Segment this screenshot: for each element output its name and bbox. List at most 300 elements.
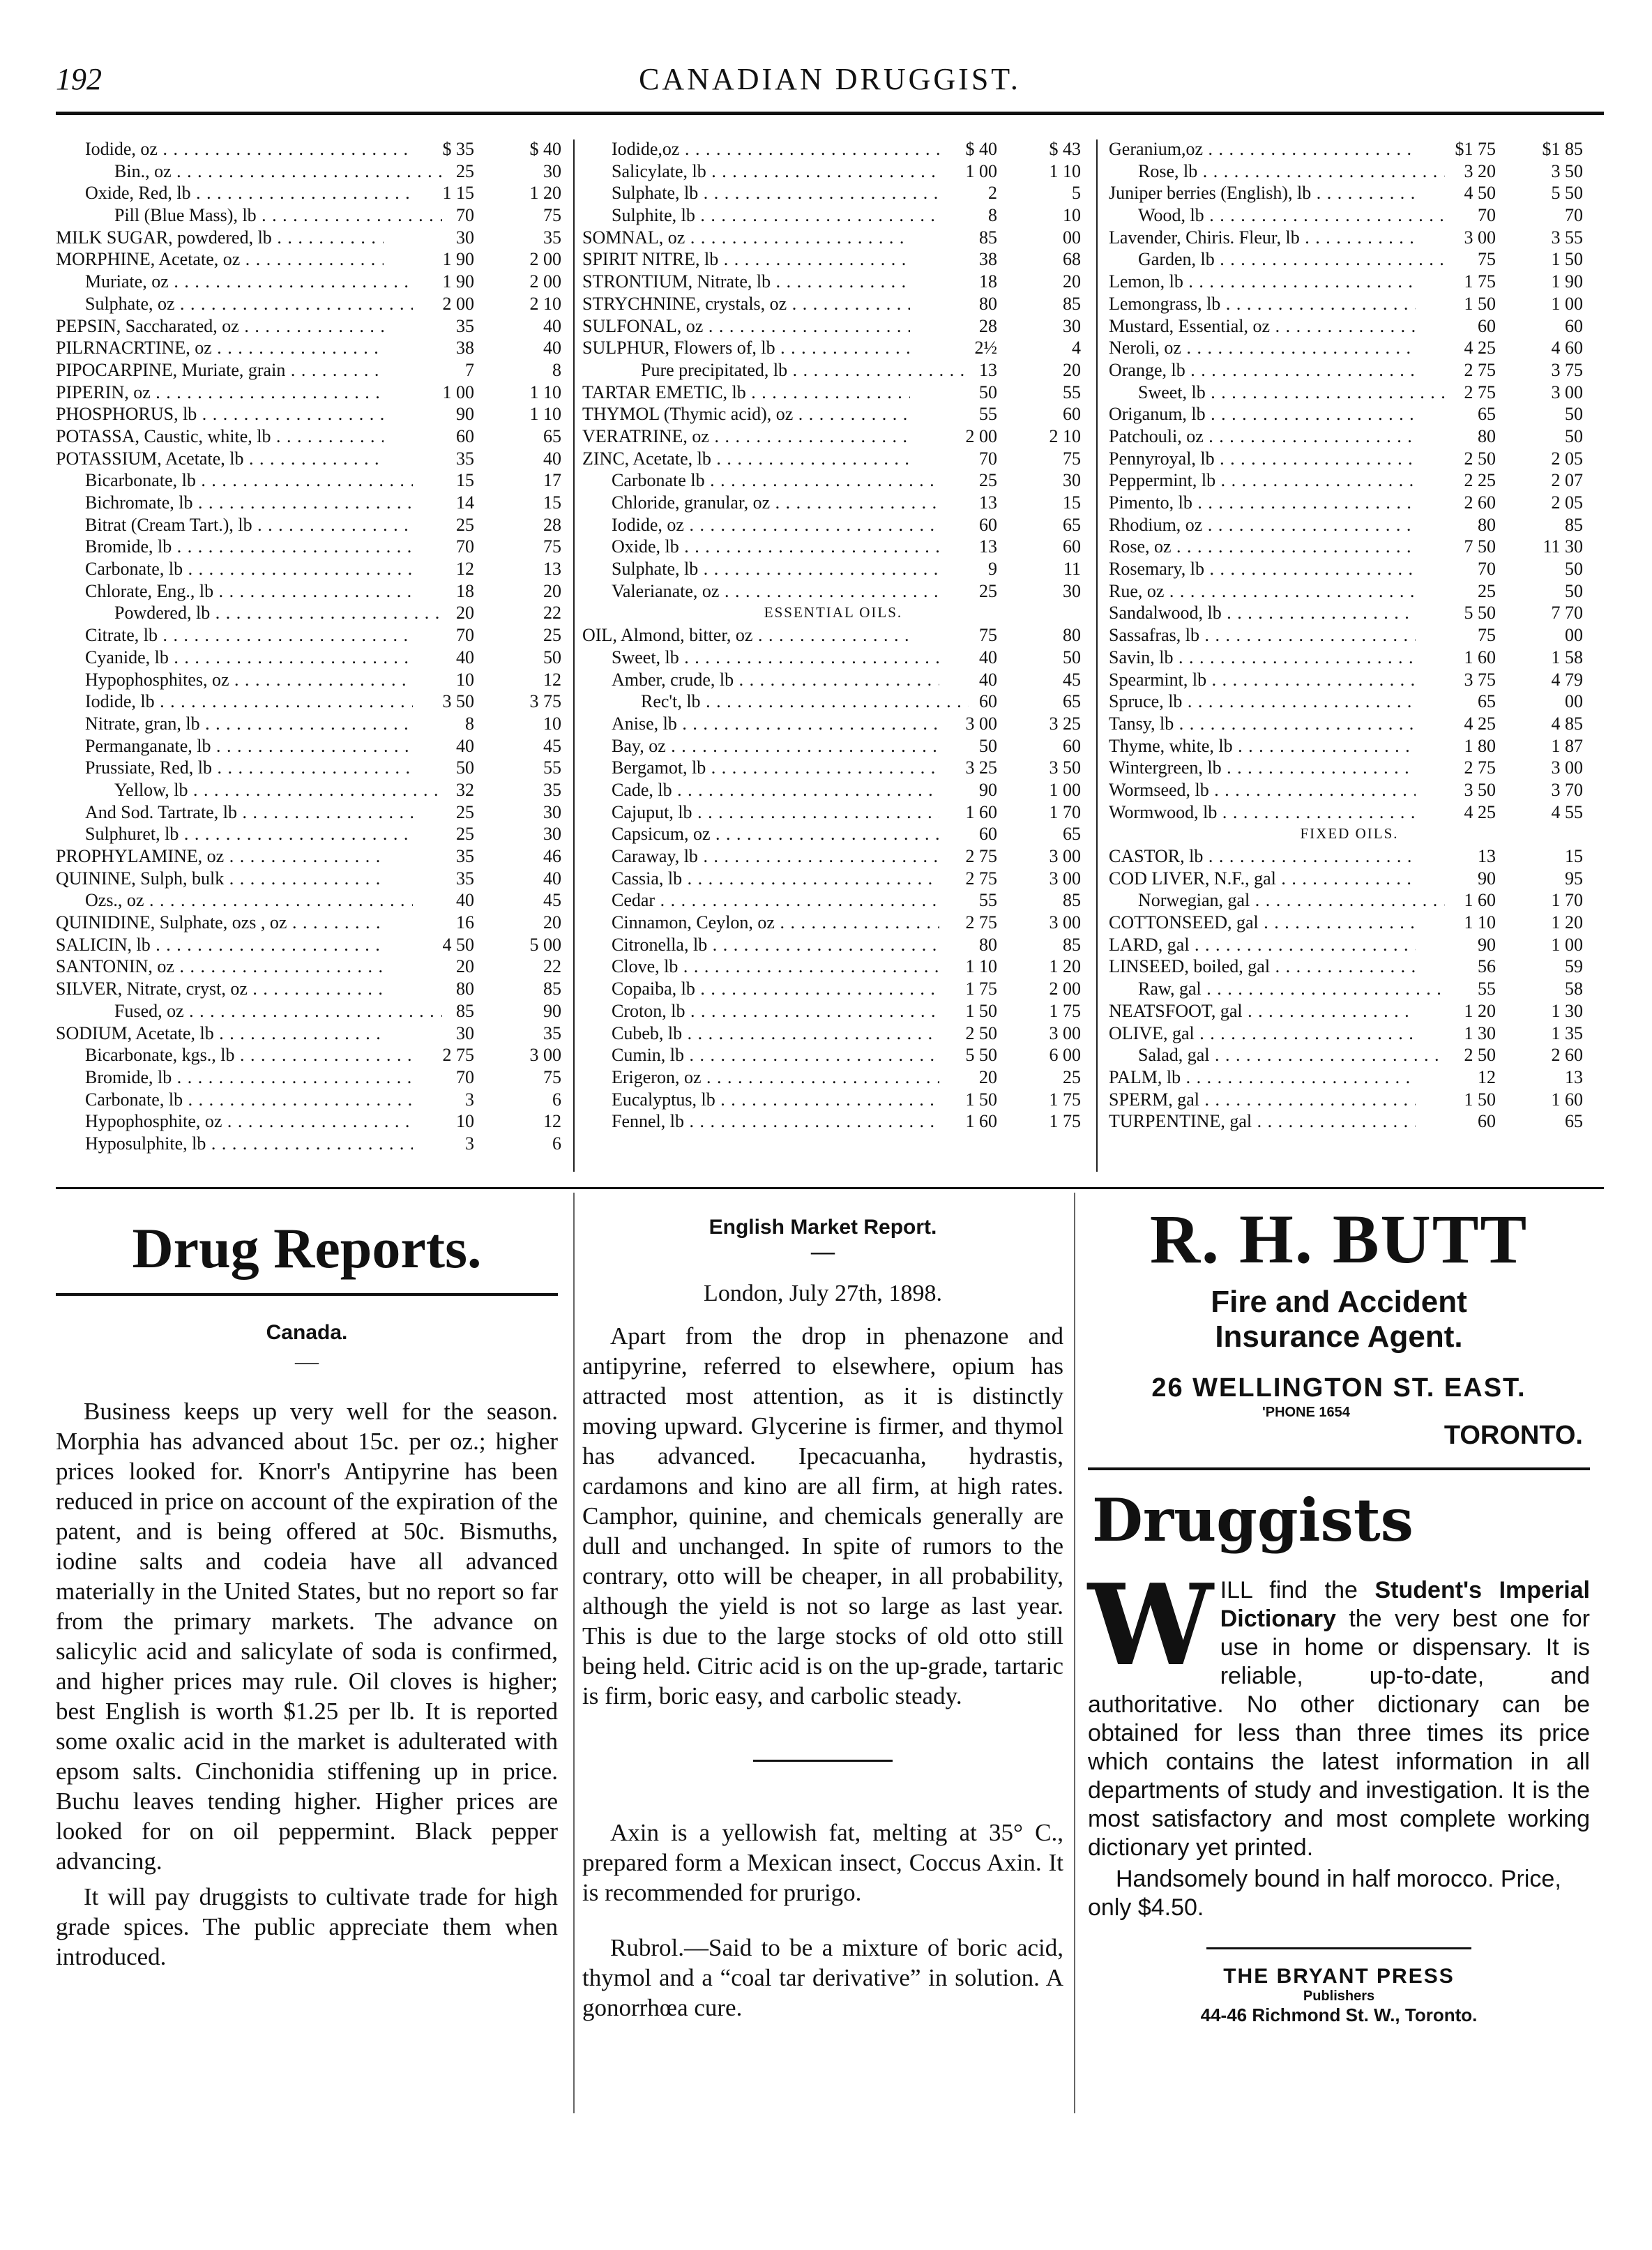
price-high: 50 (1063, 647, 1081, 667)
price-high: 11 30 (1543, 536, 1583, 557)
item-name: Wormwood, lb . . . (1109, 801, 1416, 824)
price-high: 3 00 (1551, 757, 1583, 778)
price-low: 70 (456, 1066, 474, 1087)
price-high: 1 50 (1551, 249, 1583, 270)
item-name: MILK SUGAR, powdered, lb . . . (56, 227, 384, 249)
price-row (1109, 558, 1590, 580)
item-name: Nitrate, gran, lb . . . (85, 713, 413, 735)
price-row (56, 912, 565, 934)
item-name: Rose, oz . . . (1109, 536, 1416, 558)
item-name: Sulphate, lb . . . (612, 558, 939, 580)
item-name: OLIVE, gal . . . (1109, 1022, 1416, 1045)
price-row (1109, 580, 1590, 603)
price-high: 40 (543, 448, 561, 469)
item-name: Spearmint, lb . . . (1109, 669, 1416, 691)
price-high: 2 07 (1551, 470, 1583, 491)
price-high: 25 (543, 625, 561, 646)
price-row (1109, 779, 1590, 801)
price-row (1109, 469, 1590, 492)
price-low: 8 (465, 713, 474, 734)
item-name: Hyposulphite, lb . . . (85, 1133, 413, 1155)
price-low: 25 (456, 514, 474, 535)
price-high: 85 (543, 979, 561, 999)
price-high: 60 (1063, 404, 1081, 425)
price-row (582, 624, 1084, 647)
column-divider (1074, 1193, 1075, 2113)
price-row (56, 492, 565, 514)
butt-line1: Fire and Accident (1211, 1285, 1467, 1319)
price-row (582, 690, 1084, 713)
price-high: 40 (543, 315, 561, 336)
price-high: 30 (543, 160, 561, 181)
price-high: 65 (1063, 824, 1081, 845)
price-high: 6 00 (1049, 1045, 1081, 1066)
price-low: 5 50 (1464, 603, 1496, 624)
price-row (56, 757, 565, 779)
price-row (56, 359, 565, 382)
price-list-column-3 (1109, 138, 1590, 1133)
item-name: Juniper berries (English), lb . . . (1109, 182, 1416, 204)
price-low: 16 (456, 912, 474, 933)
price-row (582, 492, 1084, 514)
item-name: Sulphate, oz . . . (85, 293, 413, 315)
item-name: Sweet, lb . . . (1138, 382, 1445, 404)
price-row (582, 735, 1084, 757)
item-name: Anise, lb . . . (612, 713, 939, 735)
item-name: Salicylate, lb . . . (612, 160, 939, 183)
price-high: 25 (1063, 1066, 1081, 1087)
price-row (582, 801, 1084, 824)
price-high: 60 (1063, 536, 1081, 557)
price-high: 7 70 (1551, 603, 1583, 624)
price-low: 1 00 (965, 160, 997, 181)
item-name: Wormseed, lb . . . (1109, 779, 1416, 801)
price-row (1109, 845, 1590, 868)
price-row (582, 138, 1084, 160)
price-row (1109, 492, 1590, 514)
price-row (56, 1044, 565, 1066)
price-row (582, 382, 1084, 404)
item-name: PEPSIN, Saccharated, oz . . . (56, 315, 384, 338)
price-high: 65 (1063, 514, 1081, 535)
price-low: 1 50 (965, 1089, 997, 1110)
price-list-column-1 (56, 138, 565, 1155)
item-name: Wood, lb . . . (1138, 204, 1445, 227)
price-row (1109, 1066, 1590, 1089)
price-high: 20 (1063, 359, 1081, 380)
price-low: 13 (979, 492, 997, 513)
price-low: 3 00 (1464, 227, 1496, 248)
price-high: 1 70 (1049, 801, 1081, 822)
price-high: 3 00 (529, 1045, 561, 1066)
price-high: 1 20 (1551, 912, 1583, 933)
item-name: Bay, oz . . . (612, 735, 939, 757)
price-row (1109, 1089, 1590, 1111)
section-heading-label: FIXED OILS. (1300, 825, 1399, 843)
price-low: $ 35 (442, 139, 474, 159)
item-name: Iodide,oz . . . (612, 138, 939, 160)
price-low: 50 (979, 382, 997, 402)
price-high: 2 10 (529, 293, 561, 314)
item-name: Rue, oz . . . (1109, 580, 1416, 603)
price-row (582, 713, 1084, 735)
price-low: 4 25 (1464, 338, 1496, 358)
price-high: 3 00 (1049, 846, 1081, 866)
price-high: 1 75 (1049, 1089, 1081, 1110)
price-high: 11 (1063, 559, 1081, 580)
price-row (56, 271, 565, 293)
price-row (56, 669, 565, 691)
price-high: 30 (1063, 580, 1081, 601)
price-low: 1 60 (965, 1111, 997, 1132)
price-high: 59 (1565, 956, 1583, 977)
item-name: Pennyroyal, lb . . . (1109, 448, 1416, 470)
price-low: 1 50 (1464, 293, 1496, 314)
price-high: 28 (543, 514, 561, 535)
price-high: 1 70 (1551, 890, 1583, 911)
publisher-name: THE BRYANT PRESS (1223, 1965, 1455, 1988)
price-high: 6 (552, 1089, 561, 1110)
drug-reports-paragraph: Business keeps up very well for the season. Morphia has advanced about 15c. per oz.; higher prices looked for. Knorr's Antipyrine has been reduced in price on account of the expiration of the patent, and is being offered at 50c. Bismuths, iodine salts and codeia have all advanced materially in the United States, but no report so far from the primary markets. The advance on salicylic acid and salicylate of soda is confirmed, and higher prices may rule. Oil cloves is higher; best English is worth $1.25 per lb. It is reported some oxalic acid in the market is adulterated with epsom salts. Cinchonidia stiffening up in price. Buchu leaves tending higher. Higher prices are looked for on oil peppermint. Black pepper advancing. (56, 1398, 558, 1875)
price-low: 90 (979, 779, 997, 800)
price-high: 1 30 (1551, 1000, 1583, 1021)
price-high: 50 (543, 647, 561, 667)
price-low: 90 (1478, 934, 1496, 955)
price-low: 13 (1478, 846, 1496, 866)
column-divider (573, 139, 575, 1172)
item-name: Lavender, Chiris. Fleur, lb . . . (1109, 227, 1416, 249)
price-high: 46 (543, 846, 561, 866)
price-row (56, 934, 565, 956)
price-high: 95 (1565, 868, 1583, 889)
item-name: Cade, lb . . . (612, 779, 939, 801)
price-row (582, 315, 1084, 338)
price-row (56, 315, 565, 338)
price-row (56, 536, 565, 558)
item-name: Cedar . . . (612, 889, 939, 912)
item-name: Savin, lb . . . (1109, 647, 1416, 669)
price-row (1109, 227, 1590, 249)
price-low: 65 (1478, 404, 1496, 425)
item-name: Neroli, oz . . . (1109, 337, 1416, 359)
price-high: 22 (543, 956, 561, 977)
price-row (56, 978, 565, 1000)
price-row (1109, 248, 1590, 271)
price-high: 13 (543, 559, 561, 580)
price-low: 40 (979, 647, 997, 667)
price-low: 2 75 (1464, 359, 1496, 380)
publisher-role: Publishers (1303, 1988, 1375, 2004)
item-name: Iodide, lb . . . (85, 690, 413, 713)
item-name: Citronella, lb . . . (612, 934, 939, 956)
price-low: 1 75 (965, 979, 997, 999)
price-high: 85 (1063, 890, 1081, 911)
price-row (582, 514, 1084, 536)
price-row (56, 448, 565, 470)
header-rule (56, 112, 1604, 115)
price-row (1109, 956, 1590, 978)
item-name: Bin., oz . . . (114, 160, 442, 183)
item-name: PROPHYLAMINE, oz . . . (56, 845, 384, 868)
price-row (1109, 359, 1590, 382)
price-row (1109, 801, 1590, 824)
price-high: 45 (1063, 669, 1081, 690)
column-divider (1096, 139, 1098, 1172)
journal-title: CANADIAN DRUGGIST. (639, 62, 1021, 96)
price-high: 00 (1565, 691, 1583, 712)
price-low: 3 (465, 1089, 474, 1110)
price-high: 3 00 (1049, 1022, 1081, 1043)
item-name: Peppermint, lb . . . (1109, 469, 1416, 492)
price-low: $ 40 (965, 139, 997, 159)
price-section-heading (582, 602, 1084, 624)
item-name: Bitrat (Cream Tart.), lb . . . (85, 514, 413, 536)
price-high: 4 60 (1551, 338, 1583, 358)
item-name: Origanum, lb . . . (1109, 403, 1416, 425)
price-high: 85 (1565, 514, 1583, 535)
price-high: 58 (1565, 979, 1583, 999)
price-high: 1 10 (1049, 160, 1081, 181)
price-low: 30 (456, 1022, 474, 1043)
price-low: 70 (456, 536, 474, 557)
price-low: 55 (1478, 979, 1496, 999)
price-low: 90 (1478, 868, 1496, 889)
price-low: 35 (456, 846, 474, 866)
price-low: 12 (1478, 1066, 1496, 1087)
price-row (1109, 647, 1590, 669)
price-high: 3 00 (1049, 868, 1081, 889)
item-name: Sulphuret, lb . . . (85, 823, 413, 845)
item-name: Orange, lb . . . (1109, 359, 1416, 382)
price-high: 30 (1063, 315, 1081, 336)
price-low: 25 (456, 824, 474, 845)
english-report-paragraph: Apart from the drop in phenazone and antipyrine, referred to elsewhere, opium has attracted most attention, as it is distinctly moving upward. Glycerine is firmer, and thymol has advanced. Ipecacuanha, hydrastis, cardamons and kino are all firm, at high rates. Camphor, quinine, and chemicals generally are dull and unchanged. In spite of rumors to the contrary, otto will be cheaper, in all probability, although the yield is not so large as last year. This is due to the large stocks of old otto still being held. Citric acid is on the up-grade, tartaric is firm, boric easy, and carbolic steady. (582, 1322, 1063, 1709)
price-row (582, 868, 1084, 890)
price-row (582, 359, 1084, 382)
price-high: $ 43 (1049, 139, 1081, 159)
price-row (56, 647, 565, 669)
price-row (582, 425, 1084, 448)
price-row (582, 204, 1084, 227)
section-rule (56, 1187, 1604, 1189)
item-name: Erigeron, oz . . . (612, 1066, 939, 1089)
price-low: 2 60 (1464, 492, 1496, 513)
price-high: 90 (543, 1000, 561, 1021)
item-name: Caraway, lb . . . (612, 845, 939, 868)
price-low: 75 (1478, 249, 1496, 270)
dateline: London, July 27th, 1898. (704, 1281, 942, 1306)
price-low: 3 75 (1464, 669, 1496, 690)
item-name: Croton, lb . . . (612, 1000, 939, 1022)
price-high: 50 (1565, 425, 1583, 446)
price-low: 10 (456, 669, 474, 690)
price-row (1109, 182, 1590, 204)
drug-reports-paragraph: It will pay druggists to cultivate trade for high grade spices. The public appreciate them when introduced. (56, 1883, 558, 1970)
butt-name: R. H. BUTT (1149, 1200, 1529, 1278)
axin-paragraph: Axin is a yellowish fat, melting at 35° C., prepared form a Mexican insect, Coccus Axin. It is recommended for prurigo. (582, 1819, 1063, 1906)
item-name: LARD, gal . . . (1109, 934, 1416, 956)
english-market-report (582, 1214, 1063, 2023)
price-high: 3 50 (1049, 757, 1081, 778)
price-low: 56 (1478, 956, 1496, 977)
price-row (56, 735, 565, 757)
ad-lead-text: ILL find the (1220, 1577, 1375, 1603)
item-name: Bromide, lb . . . (85, 536, 413, 558)
price-row (56, 337, 565, 359)
price-row (56, 823, 565, 845)
item-name: Spruce, lb . . . (1109, 690, 1416, 713)
price-low: 35 (456, 868, 474, 889)
price-low: 9 (988, 559, 997, 580)
price-low: 1 00 (442, 382, 474, 402)
item-name: Patchouli, oz . . . (1109, 425, 1416, 448)
price-low: 2 75 (965, 912, 997, 933)
price-row (1109, 293, 1590, 315)
price-row (582, 934, 1084, 956)
item-name: Norwegian, gal . . . (1138, 889, 1445, 912)
price-row (582, 889, 1084, 912)
price-high: 70 (1565, 205, 1583, 226)
price-row (56, 624, 565, 647)
butt-phone: 'PHONE 1654 (1262, 1405, 1350, 1420)
item-name: Bergamot, lb . . . (612, 757, 939, 779)
price-low: 3 (465, 1133, 474, 1154)
separator-rule (753, 1760, 893, 1762)
price-row (582, 1022, 1084, 1045)
price-low: 15 (456, 470, 474, 491)
price-high: 2 60 (1551, 1045, 1583, 1066)
price-low: $1 75 (1455, 139, 1496, 159)
price-row (56, 160, 565, 183)
ad-body-text: the very best one for use in home or dispensary. It is reliable, up-to-date, and authoritative. No other dictionary can be obtained for less than three times its price which contains the latest information in all departments of study and investigation. It is the most satisfactory and most complete working dictionary yet printed. (1088, 1606, 1590, 1861)
price-row (1109, 868, 1590, 890)
price-row (582, 823, 1084, 845)
price-high: 2 00 (1049, 979, 1081, 999)
price-row (56, 558, 565, 580)
item-name: Mustard, Essential, oz . . . (1109, 315, 1416, 338)
price-row (582, 1000, 1084, 1022)
price-low: 40 (456, 890, 474, 911)
price-low: 18 (979, 271, 997, 292)
price-row (582, 779, 1084, 801)
ad-rule (1206, 1947, 1471, 1949)
price-high: 3 70 (1551, 779, 1583, 800)
item-name: Sandalwood, lb . . . (1109, 602, 1416, 624)
price-row (1109, 1000, 1590, 1022)
item-name: Bichromate, lb . . . (85, 492, 413, 514)
item-name: Garden, lb . . . (1138, 248, 1445, 271)
item-name: Carbonate, lb . . . (85, 1089, 413, 1111)
price-high: 1 58 (1551, 647, 1583, 667)
price-low: 18 (456, 580, 474, 601)
price-low: 60 (456, 425, 474, 446)
price-row (582, 912, 1084, 934)
butt-line2: Insurance Agent. (1215, 1320, 1463, 1354)
price-row (582, 469, 1084, 492)
price-row (56, 779, 565, 801)
price-row (1109, 204, 1590, 227)
price-row (582, 448, 1084, 470)
price-high: 1 60 (1551, 1089, 1583, 1110)
price-low: 7 50 (1464, 536, 1496, 557)
english-report-title: English Market Report. (708, 1216, 937, 1239)
price-low: 12 (456, 559, 474, 580)
price-high: 35 (543, 227, 561, 248)
item-name: THYMOL (Thymic acid), oz . . . (582, 403, 910, 425)
price-low: 2 25 (1464, 470, 1496, 491)
item-name: Lemongrass, lb . . . (1109, 293, 1416, 315)
price-high: 12 (543, 1111, 561, 1132)
price-row (1109, 271, 1590, 293)
item-name: Rec't, lb . . . (641, 690, 969, 713)
price-high: 20 (543, 580, 561, 601)
price-high: 2 10 (1049, 425, 1081, 446)
price-low: 1 30 (1464, 1022, 1496, 1043)
price-row (582, 227, 1084, 249)
title-rule (56, 1293, 558, 1296)
price-row (56, 514, 565, 536)
price-row (56, 1133, 565, 1155)
price-low: 2½ (974, 338, 997, 358)
item-name: Bromide, lb . . . (85, 1066, 413, 1089)
price-high: 75 (543, 1066, 561, 1087)
item-name: COTTONSEED, gal . . . (1109, 912, 1416, 934)
price-low: 13 (979, 359, 997, 380)
price-high: 3 50 (1551, 160, 1583, 181)
price-high: 1 75 (1049, 1111, 1081, 1132)
price-high: 4 79 (1551, 669, 1583, 690)
price-high: 4 85 (1551, 713, 1583, 734)
price-high: 5 00 (529, 934, 561, 955)
price-high: 1 75 (1049, 1000, 1081, 1021)
price-high: 65 (1063, 691, 1081, 712)
publisher-address: 44-46 Richmond St. W., Toronto. (1200, 2004, 1478, 2025)
price-row (56, 469, 565, 492)
item-name: Sassafras, lb . . . (1109, 624, 1416, 647)
price-high: 65 (543, 425, 561, 446)
price-low: 80 (1478, 425, 1496, 446)
price-high: 65 (1565, 1111, 1583, 1132)
price-high: 1 10 (529, 382, 561, 402)
item-name: SODIUM, Acetate, lb . . . (56, 1022, 384, 1045)
price-high: 1 20 (1049, 956, 1081, 977)
item-name: SPIRIT NITRE, lb . . . (582, 248, 910, 271)
price-high: 5 (1072, 183, 1081, 204)
price-high: 1 20 (529, 183, 561, 204)
item-name: ZINC, Acetate, lb . . . (582, 448, 910, 470)
item-name: Pill (Blue Mass), lb . . . (114, 204, 442, 227)
item-name: Yellow, lb . . . (114, 779, 442, 801)
price-row (582, 669, 1084, 691)
price-low: 3 00 (965, 713, 997, 734)
price-high: 60 (1063, 735, 1081, 756)
price-row (1109, 978, 1590, 1000)
page-number: 192 (56, 62, 102, 96)
price-row (582, 1110, 1084, 1133)
item-name: POTASSIUM, Acetate, lb . . . (56, 448, 384, 470)
item-name: Tansy, lb . . . (1109, 713, 1416, 735)
item-name: QUINIDINE, Sulphate, ozs , oz . . . (56, 912, 384, 934)
item-name: Raw, gal . . . (1138, 978, 1445, 1000)
butt-city: TORONTO. (1443, 1421, 1583, 1450)
price-row (56, 248, 565, 271)
price-high: 45 (543, 735, 561, 756)
price-low: 60 (1478, 315, 1496, 336)
price-low: 20 (456, 603, 474, 624)
price-row (1109, 138, 1590, 160)
price-row (1109, 669, 1590, 691)
item-name: Rose, lb . . . (1138, 160, 1445, 183)
